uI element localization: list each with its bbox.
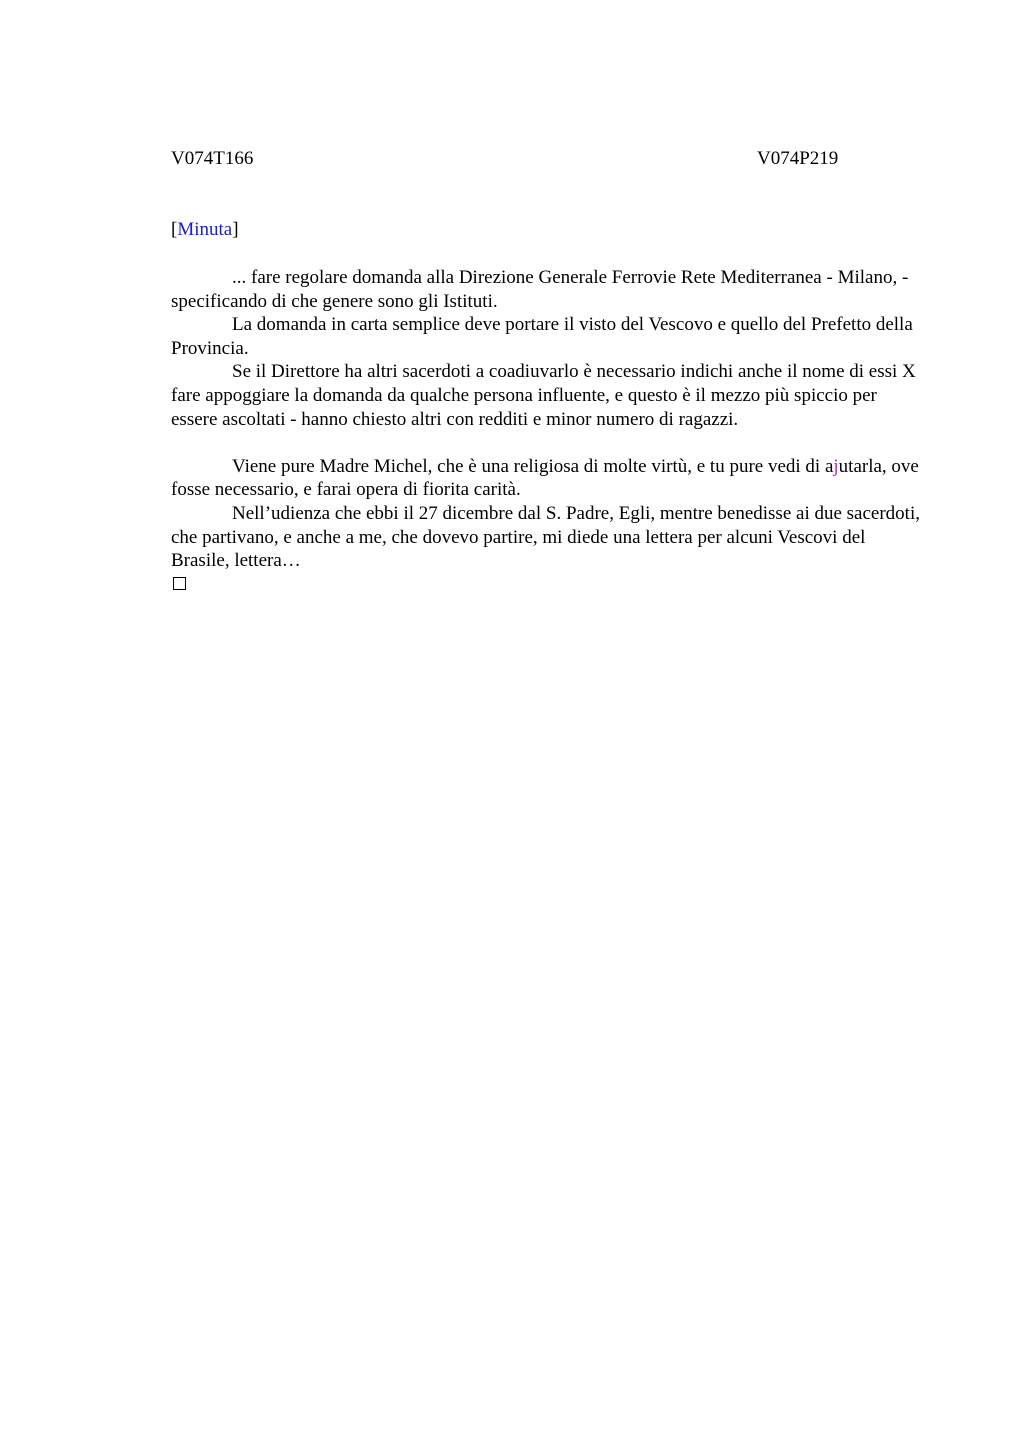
draft-label	[171, 218, 239, 241]
paragraph-3: Se il Direttore ha altri sacerdoti a coadiuvarlo è necessario indichi anche il nome di essi X fare appoggiare la domanda da qualche persona influente, e questo è il mezzo più spiccio per essere ascoltati - hanno chiesto altri con redditi e minor numero di ragazzi.	[171, 361, 916, 430]
document-code-right: V074P219	[757, 148, 839, 169]
label-word: Minuta	[177, 219, 233, 240]
paragraph-4-part2: utarla, ove fosse necessario, e farai opera di fiorita carità.	[171, 455, 919, 501]
letter-body	[171, 266, 923, 573]
end-marker-box-icon	[173, 577, 186, 590]
paragraph-5: Nell’udienza che ebbi il 27 dicembre dal S. Padre, Egli, mentre benedisse ai due sacerdoti, che partivano, e anche a me, che dovevo partire, mi diede una lettera per alcuni Vescovi del Brasile, lettera…	[171, 502, 920, 572]
paragraph-1: ... fare regolare domanda alla Direzione Generale Ferrovie Rete Mediterranea - Milano, - specificando di che genere sono gli Istituti.	[171, 267, 909, 312]
paragraph-4-part1: Viene pure Madre Michel, che è una religiosa di molte virtù, e tu pure vedi di a	[232, 455, 834, 477]
paragraph-2: La domanda in carta semplice deve portare il visto del Vescovo e quello del Prefetto della Provincia.	[171, 314, 913, 359]
document-code-left: V074T166	[171, 148, 254, 169]
highlighted-letter: j	[833, 455, 839, 477]
label-open-bracket: [	[171, 219, 178, 240]
label-close-bracket: ]	[232, 219, 239, 240]
paragraph-4	[171, 455, 923, 502]
